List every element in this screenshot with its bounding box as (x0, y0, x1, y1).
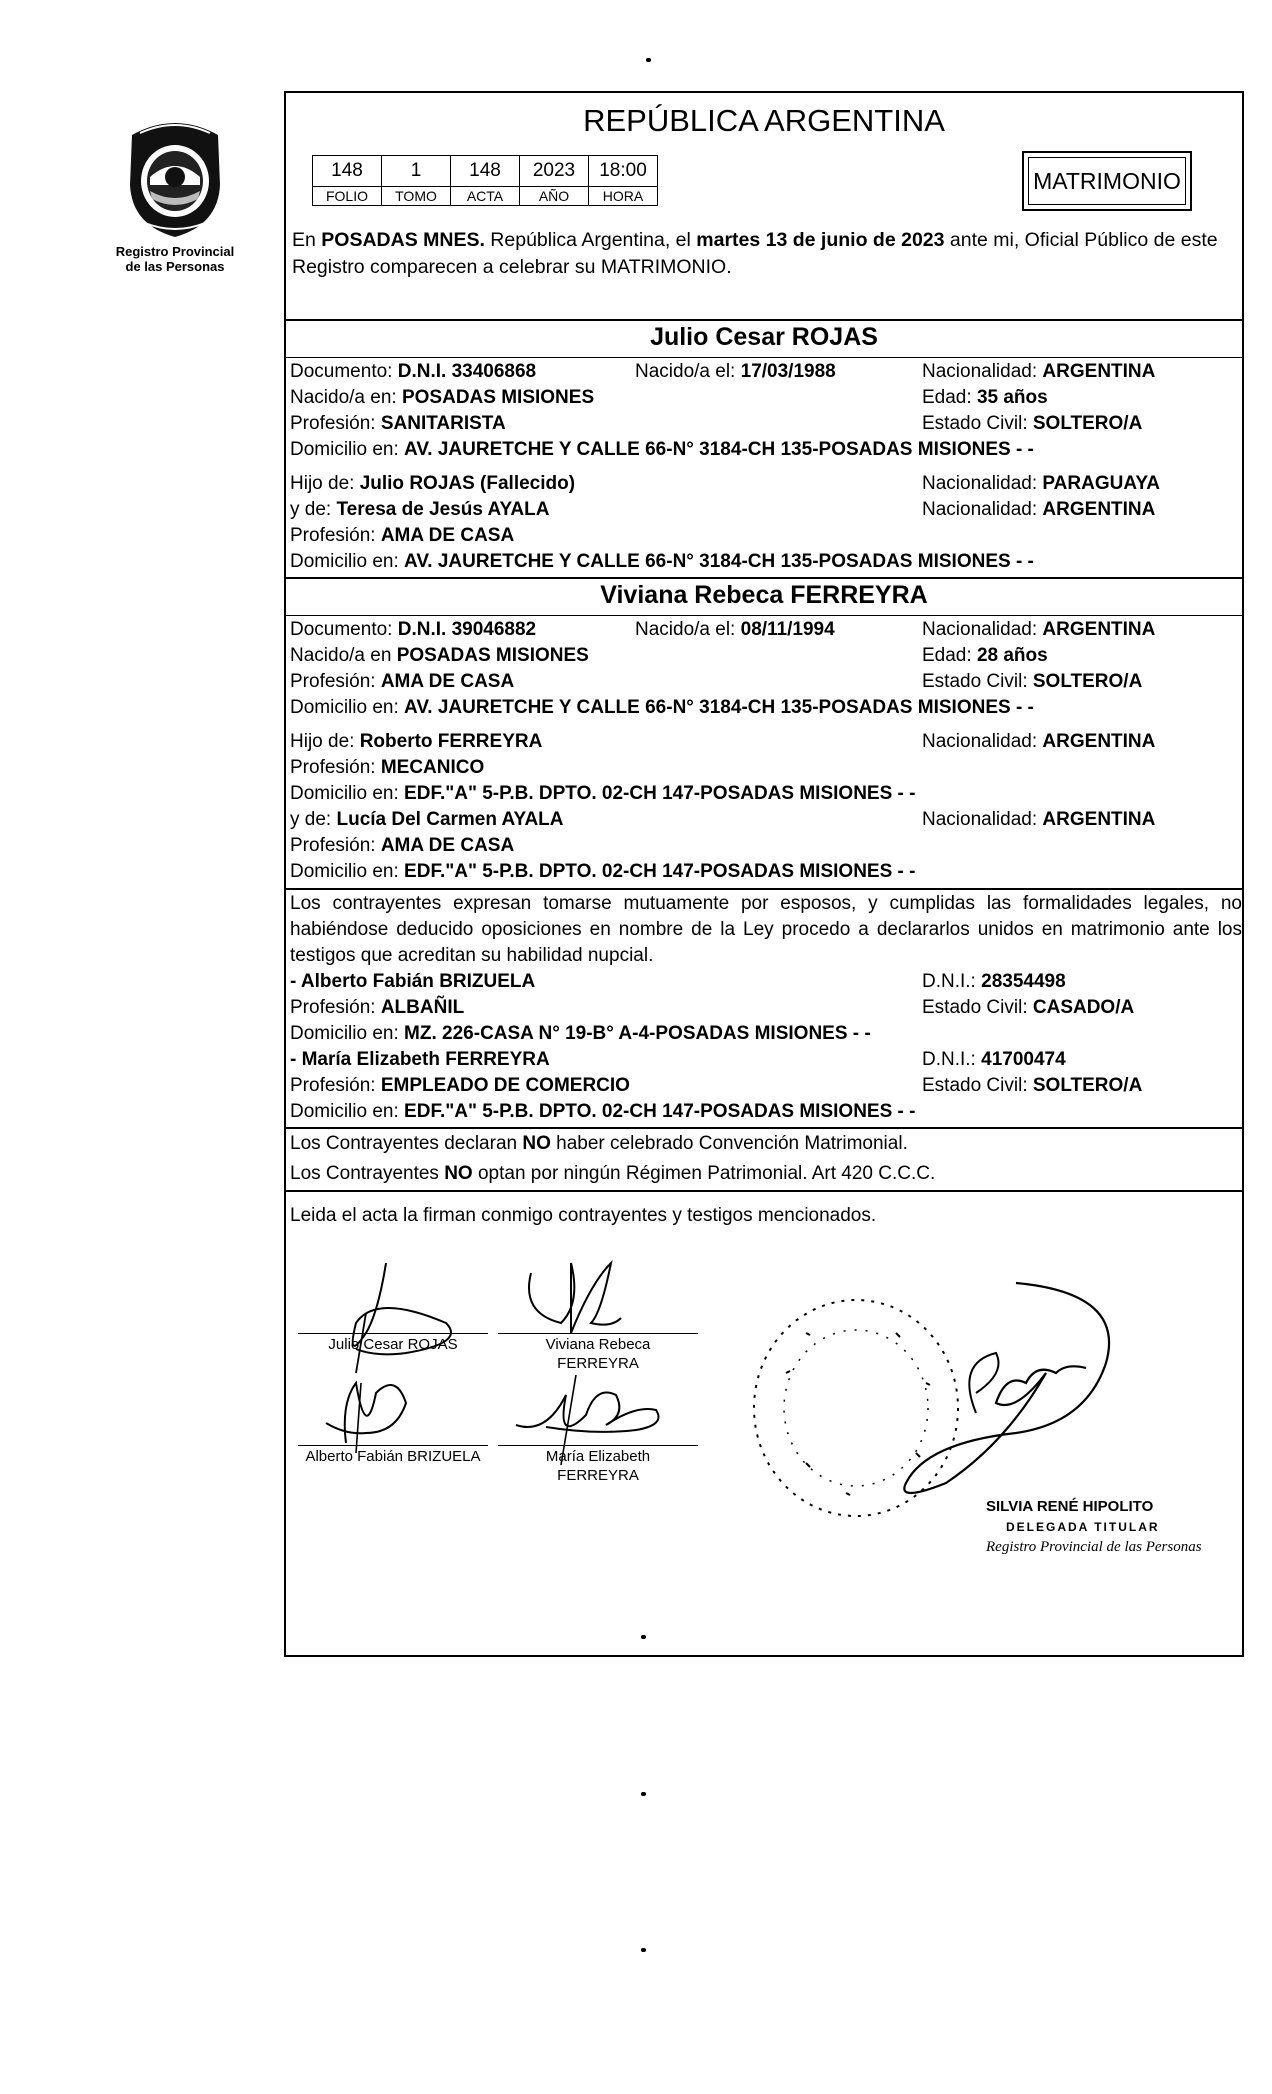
label: Edad: (922, 645, 977, 666)
spouse2-row-prof (290, 669, 1240, 695)
label: Nacionalidad: (922, 619, 1043, 640)
signature-line (298, 1445, 488, 1446)
spouse1-birthplace: POSADAS MISIONES (401, 387, 595, 408)
registry-logo (100, 115, 250, 274)
spouse1-name: Julio Cesar ROJAS (650, 323, 878, 351)
spouse2-civil-status: SOLTERO/A (1032, 671, 1143, 692)
spouse2-birthplace: POSADAS MISIONES (396, 645, 589, 666)
label: Profesión: (290, 757, 381, 778)
spouse1-birthdate: 17/03/1988 (740, 361, 836, 382)
year-label: AÑO (520, 187, 589, 206)
label: Estado Civil: (922, 671, 1033, 692)
witness2-row-addr (290, 1099, 1240, 1125)
scan-speck (641, 1635, 646, 1639)
text: Los Contrayentes (290, 1163, 445, 1184)
intro-part: En (292, 229, 322, 251)
label: y de: (290, 809, 337, 830)
caption-line: FERREYRA (557, 1467, 639, 1484)
label: Hijo de: (290, 731, 360, 752)
spouse1-nationality: ARGENTINA (1042, 361, 1156, 382)
spouse1-mother-nationality: ARGENTINA (1042, 499, 1156, 520)
label: D.N.I.: (922, 971, 982, 992)
spouse2-address: AV. JAURETCHE Y CALLE 66-N° 3184-CH 135-POSADAS MISIONES - - (404, 697, 1034, 718)
signature-caption-4 (498, 1447, 698, 1485)
spouse2-row-addr (290, 695, 1240, 721)
spouse2-father: Roberto FERREYRA (359, 731, 543, 752)
spouse2-row-birth (290, 643, 1240, 669)
coat-of-arms-icon (120, 115, 230, 240)
scan-speck (646, 58, 651, 62)
label: Profesión: (290, 997, 381, 1018)
spouse2-mother-nationality: ARGENTINA (1042, 809, 1156, 830)
label: y de: (290, 499, 337, 520)
official-office: Registro Provincial de las Personas (986, 1539, 1202, 1555)
intro-part: República Argentina, el (484, 229, 697, 251)
label: Nacionalidad: (922, 361, 1043, 382)
label: Profesión: (290, 1075, 381, 1096)
spouse1-father-nationality: PARAGUAYA (1042, 473, 1160, 494)
label: Estado Civil: (922, 413, 1033, 434)
year-value: 2023 (520, 156, 589, 187)
spouse1-row-birth (290, 385, 1240, 411)
divider (286, 1127, 1242, 1129)
divider (286, 615, 1242, 616)
official-block (986, 1497, 1202, 1557)
label: Nacido/a el: (635, 619, 741, 640)
spouse2-profession: AMA DE CASA (380, 671, 515, 692)
tomo-value: 1 (382, 156, 451, 187)
text: Los Contrayentes declaran (290, 1133, 523, 1154)
signature-1 (296, 1253, 496, 1373)
spouse1-row-parents-prof (290, 523, 1240, 549)
label: Documento: (290, 619, 398, 640)
spouse1-father: Julio ROJAS (Fallecido) (359, 473, 576, 494)
acta-label: ACTA (451, 187, 520, 206)
spouse1-row-father (290, 471, 1240, 497)
spouse2-birthdate: 08/11/1994 (740, 619, 835, 640)
spouse2-row-father-addr (290, 781, 1240, 807)
divider (286, 319, 1242, 321)
divider (286, 1190, 1242, 1192)
intro-place: POSADAS MNES. (321, 229, 485, 251)
caption-line: Viviana Rebeca (545, 1336, 651, 1353)
logo-caption-line1: Registro Provincial (115, 244, 235, 259)
label: Profesión: (290, 671, 381, 692)
folio-label: FOLIO (313, 187, 382, 206)
tomo-label: TOMO (382, 187, 451, 206)
text: optan por ningún Régimen Patrimonial. Art 420 C.C.C. (472, 1163, 936, 1184)
closing-text: Leida el acta la firman conmigo contrayentes y testigos mencionados. (290, 1205, 877, 1226)
label: Hijo de: (290, 473, 360, 494)
spouse1-dni: D.N.I. 33406868 (397, 361, 537, 382)
witness2-name: - María Elizabeth FERREYRA (290, 1049, 550, 1070)
spouse2-dni: D.N.I. 39046882 (397, 619, 537, 640)
witness1-row-name (290, 969, 1240, 995)
signature-line (498, 1445, 698, 1446)
label: Nacionalidad: (922, 499, 1043, 520)
label: Domicilio en: (290, 1101, 405, 1122)
spouse1-row-parents-addr (290, 549, 1240, 575)
label: Nacido/a en: (290, 387, 402, 408)
label: Documento: (290, 361, 398, 382)
label: Domicilio en: (290, 783, 405, 804)
spouse1-row-mother (290, 497, 1240, 523)
label: Profesión: (290, 835, 381, 856)
text: NO (444, 1163, 473, 1184)
official-signature (886, 1273, 1146, 1503)
spouse2-row-mother-addr (290, 859, 1240, 885)
divider (286, 888, 1242, 890)
spouse2-age: 28 años (976, 645, 1048, 666)
spouse1-civil-status: SOLTERO/A (1032, 413, 1143, 434)
label: Profesión: (290, 413, 381, 434)
registry-table (312, 155, 658, 206)
label: Domicilio en: (290, 697, 405, 718)
official-role: DELEGADA TITULAR (1006, 1520, 1160, 1534)
hour-label: HORA (589, 187, 658, 206)
label: Nacionalidad: (922, 473, 1043, 494)
label: Nacionalidad: (922, 809, 1043, 830)
spouse2-row-mother-prof (290, 833, 1240, 859)
spouse2-father-address: EDF."A" 5-P.B. DPTO. 02-CH 147-POSADAS MISIONES - - (404, 783, 916, 804)
act-type: MATRIMONIO (1033, 167, 1181, 194)
convention-line2 (290, 1161, 1240, 1187)
label: D.N.I.: (922, 1049, 982, 1070)
intro-date: martes 13 de junio de 2023 (696, 229, 945, 251)
spouse2-row-mother (290, 807, 1240, 833)
spouse2-mother: Lucía Del Carmen AYALA (336, 809, 564, 830)
spouse1-mother: Teresa de Jesús AYALA (336, 499, 550, 520)
intro-part: ante mi, Oficial Público de este Registro comparecen a celebrar su MATRIMONIO. (292, 229, 1218, 278)
label: Nacionalidad: (922, 731, 1043, 752)
witness2-row-prof (290, 1073, 1240, 1099)
label: Nacido/a el: (635, 361, 741, 382)
acta-value: 148 (451, 156, 520, 187)
spouse2-name: Viviana Rebeca FERREYRA (600, 581, 928, 609)
spouse2-row-doc (290, 617, 1240, 643)
witness2-row-name (290, 1047, 1240, 1073)
spouse2-nationality: ARGENTINA (1042, 619, 1156, 640)
witness1-name: - Alberto Fabián BRIZUELA (290, 971, 536, 992)
witness2-dni: 41700474 (981, 1049, 1066, 1070)
spouse1-age: 35 años (976, 387, 1048, 408)
label: Nacido/a en (290, 645, 397, 666)
spouse2-father-nationality: ARGENTINA (1042, 731, 1156, 752)
spouse1-parents-address: AV. JAURETCHE Y CALLE 66-N° 3184-CH 135-POSADAS MISIONES - - (404, 551, 1034, 572)
label: Estado Civil: (922, 997, 1033, 1018)
spouse2-mother-profession: AMA DE CASA (380, 835, 515, 856)
divider (286, 577, 1242, 579)
signature-caption-3: Alberto Fabián BRIZUELA (305, 1448, 481, 1465)
witness1-address: MZ. 226-CASA N° 19-B° A-4-POSADAS MISIONES - - (404, 1023, 871, 1044)
divider (286, 357, 1242, 358)
spouse1-row-prof (290, 411, 1240, 437)
spouse1-row-doc (290, 359, 1240, 385)
signature-line (298, 1333, 488, 1334)
hour-value: 18:00 (589, 156, 658, 187)
label: Estado Civil: (922, 1075, 1033, 1096)
spouse2-row-father (290, 729, 1240, 755)
spouse1-address: AV. JAURETCHE Y CALLE 66-N° 3184-CH 135-POSADAS MISIONES - - (404, 439, 1034, 460)
closing-row (290, 1203, 1240, 1229)
label: Domicilio en: (290, 1023, 405, 1044)
convention-line1 (290, 1131, 1240, 1157)
caption-line: María Elizabeth (545, 1448, 651, 1465)
label: Domicilio en: (290, 439, 405, 460)
label: Profesión: (290, 525, 381, 546)
caption-line: FERREYRA (557, 1355, 639, 1372)
label: Edad: (922, 387, 977, 408)
folio-value: 148 (313, 156, 382, 187)
signature-caption-1: Julio Cesar ROJAS (328, 1336, 458, 1353)
spouse2-mother-address: EDF."A" 5-P.B. DPTO. 02-CH 147-POSADAS MISIONES - - (404, 861, 916, 882)
witness1-dni: 28354498 (981, 971, 1066, 992)
label: Domicilio en: (290, 551, 405, 572)
text: NO (522, 1133, 551, 1154)
intro-text (292, 227, 1240, 281)
scan-speck (641, 1792, 646, 1796)
official-name: SILVIA RENÉ HIPOLITO (986, 1498, 1154, 1515)
document-title: REPÚBLICA ARGENTINA (583, 103, 945, 138)
act-type-box (1022, 151, 1192, 211)
spouse1-parents-profession: AMA DE CASA (380, 525, 515, 546)
text: haber celebrado Convención Matrimonial. (550, 1133, 908, 1154)
logo-caption-line2: de las Personas (125, 259, 225, 274)
witness2-profession: EMPLEADO DE COMERCIO (380, 1075, 630, 1096)
witness1-profession: ALBAÑIL (380, 997, 465, 1018)
spouse2-father-profession: MECANICO (380, 757, 485, 778)
signature-line (498, 1333, 698, 1334)
spouse1-row-addr (290, 437, 1240, 463)
witness2-address: EDF."A" 5-P.B. DPTO. 02-CH 147-POSADAS MISIONES - - (404, 1101, 916, 1122)
spouse1-profession: SANITARISTA (380, 413, 506, 434)
witness2-civil-status: SOLTERO/A (1032, 1075, 1143, 1096)
declaration-text: Los contrayentes expresan tomarse mutuamente por esposos, y cumplidas las formalidades legales, no habiéndose deducido oposiciones en nombre de la Ley procedo a declararlos unidos en matrimonio ante los testigos que acreditan su habilidad nupcial. (290, 893, 1242, 966)
witness1-row-prof (290, 995, 1240, 1021)
witness1-row-addr (290, 1021, 1240, 1047)
scan-speck (641, 1948, 646, 1952)
witness1-civil-status: CASADO/A (1032, 997, 1135, 1018)
spouse2-row-father-prof (290, 755, 1240, 781)
marriage-certificate (284, 91, 1244, 1657)
label: Domicilio en: (290, 861, 405, 882)
